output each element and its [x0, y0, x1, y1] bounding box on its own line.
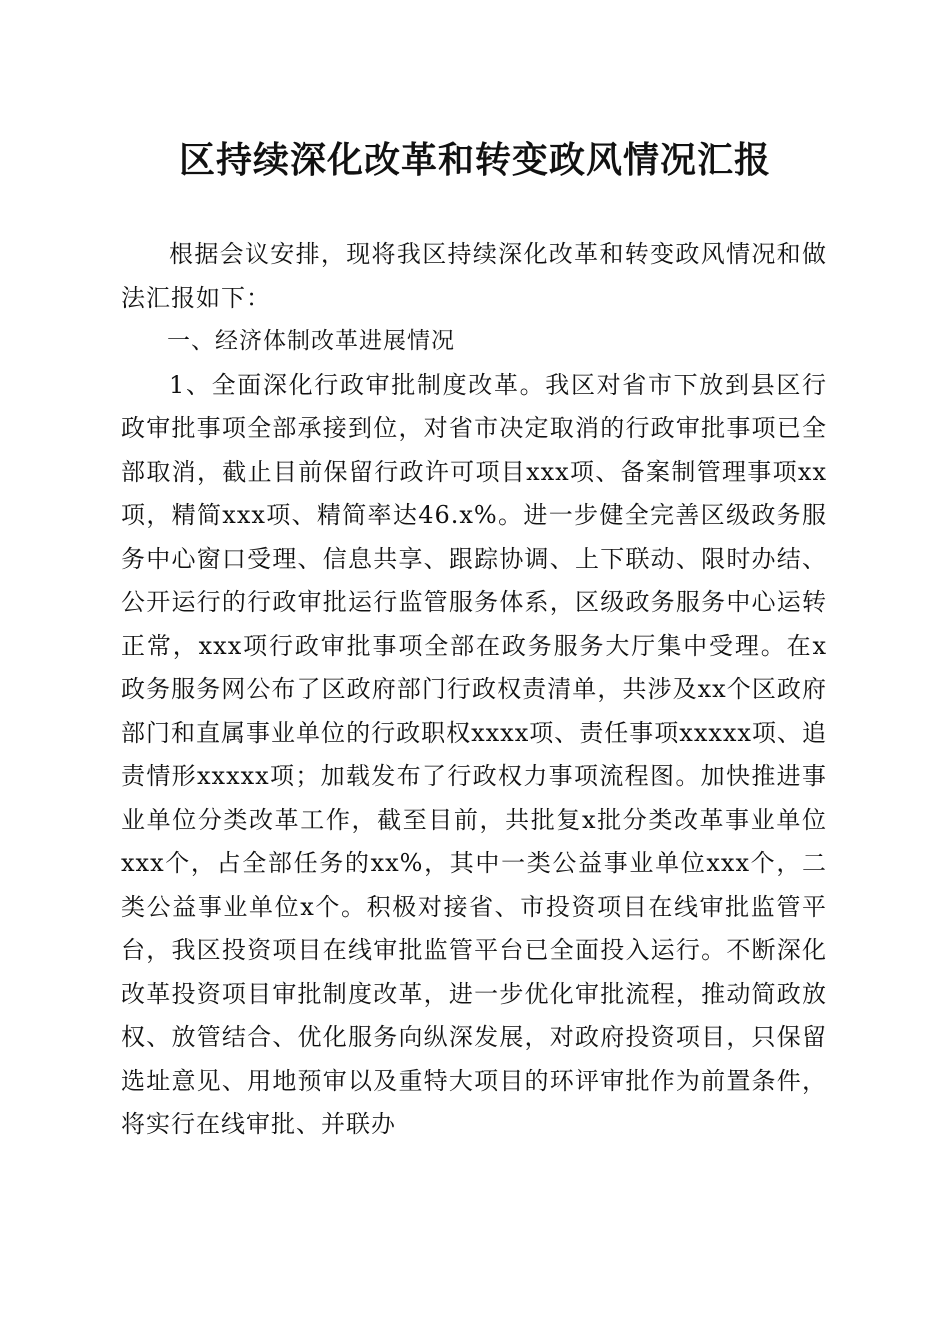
document-title: 区持续深化改革和转变政风情况汇报: [178, 139, 771, 181]
document-body: [121, 233, 827, 1147]
section-heading: 一、经济体制改革进展情况: [167, 328, 455, 354]
intro-paragraph: 根据会议安排，现将我区持续深化改革和转变政风情况和做法汇报如下：: [121, 240, 827, 312]
body-paragraph: 1、全面深化行政审批制度改革。我区对省市下放到县区行政审批事项全部承接到位，对省市决定取消的行政审批事项已全部取消，截止目前保留行政许可项目xxx项、备案制管理事项xx项，精简xxx项、精简率达46.x%。进一步健全完善区级政务服务中心窗口受理、信息共享、跟踪协调、上下联动、限时办结、公开运行的行政审批运行监管服务体系，区级政务服务中心运转正常，xxx项行政审批事项全部在政务服务大厅集中受理。在x政务服务网公布了区政府部门行政权责清单，共涉及xx个区政府部门和直属事业单位的行政职权xxxx项、责任事项xxxxx项、追责情形xxxxx项；加载发布了行政权力事项流程图。加快推进事业单位分类改革工作，截至目前，共批复x批分类改革事业单位xxx个，占全部任务的xx%，其中一类公益事业单位xxx个，二类公益事业单位x个。积极对接省、市投资项目在线审批监管平台，我区投资项目在线审批监管平台已全面投入运行。不断深化改革投资项目审批制度改革，进一步优化审批流程，推动简政放权、放管结合、优化服务向纵深发展，对政府投资项目，只保留选址意见、用地预审以及重特大项目的环评审批作为前置条件，将实行在线审批、并联办: [121, 370, 827, 1138]
